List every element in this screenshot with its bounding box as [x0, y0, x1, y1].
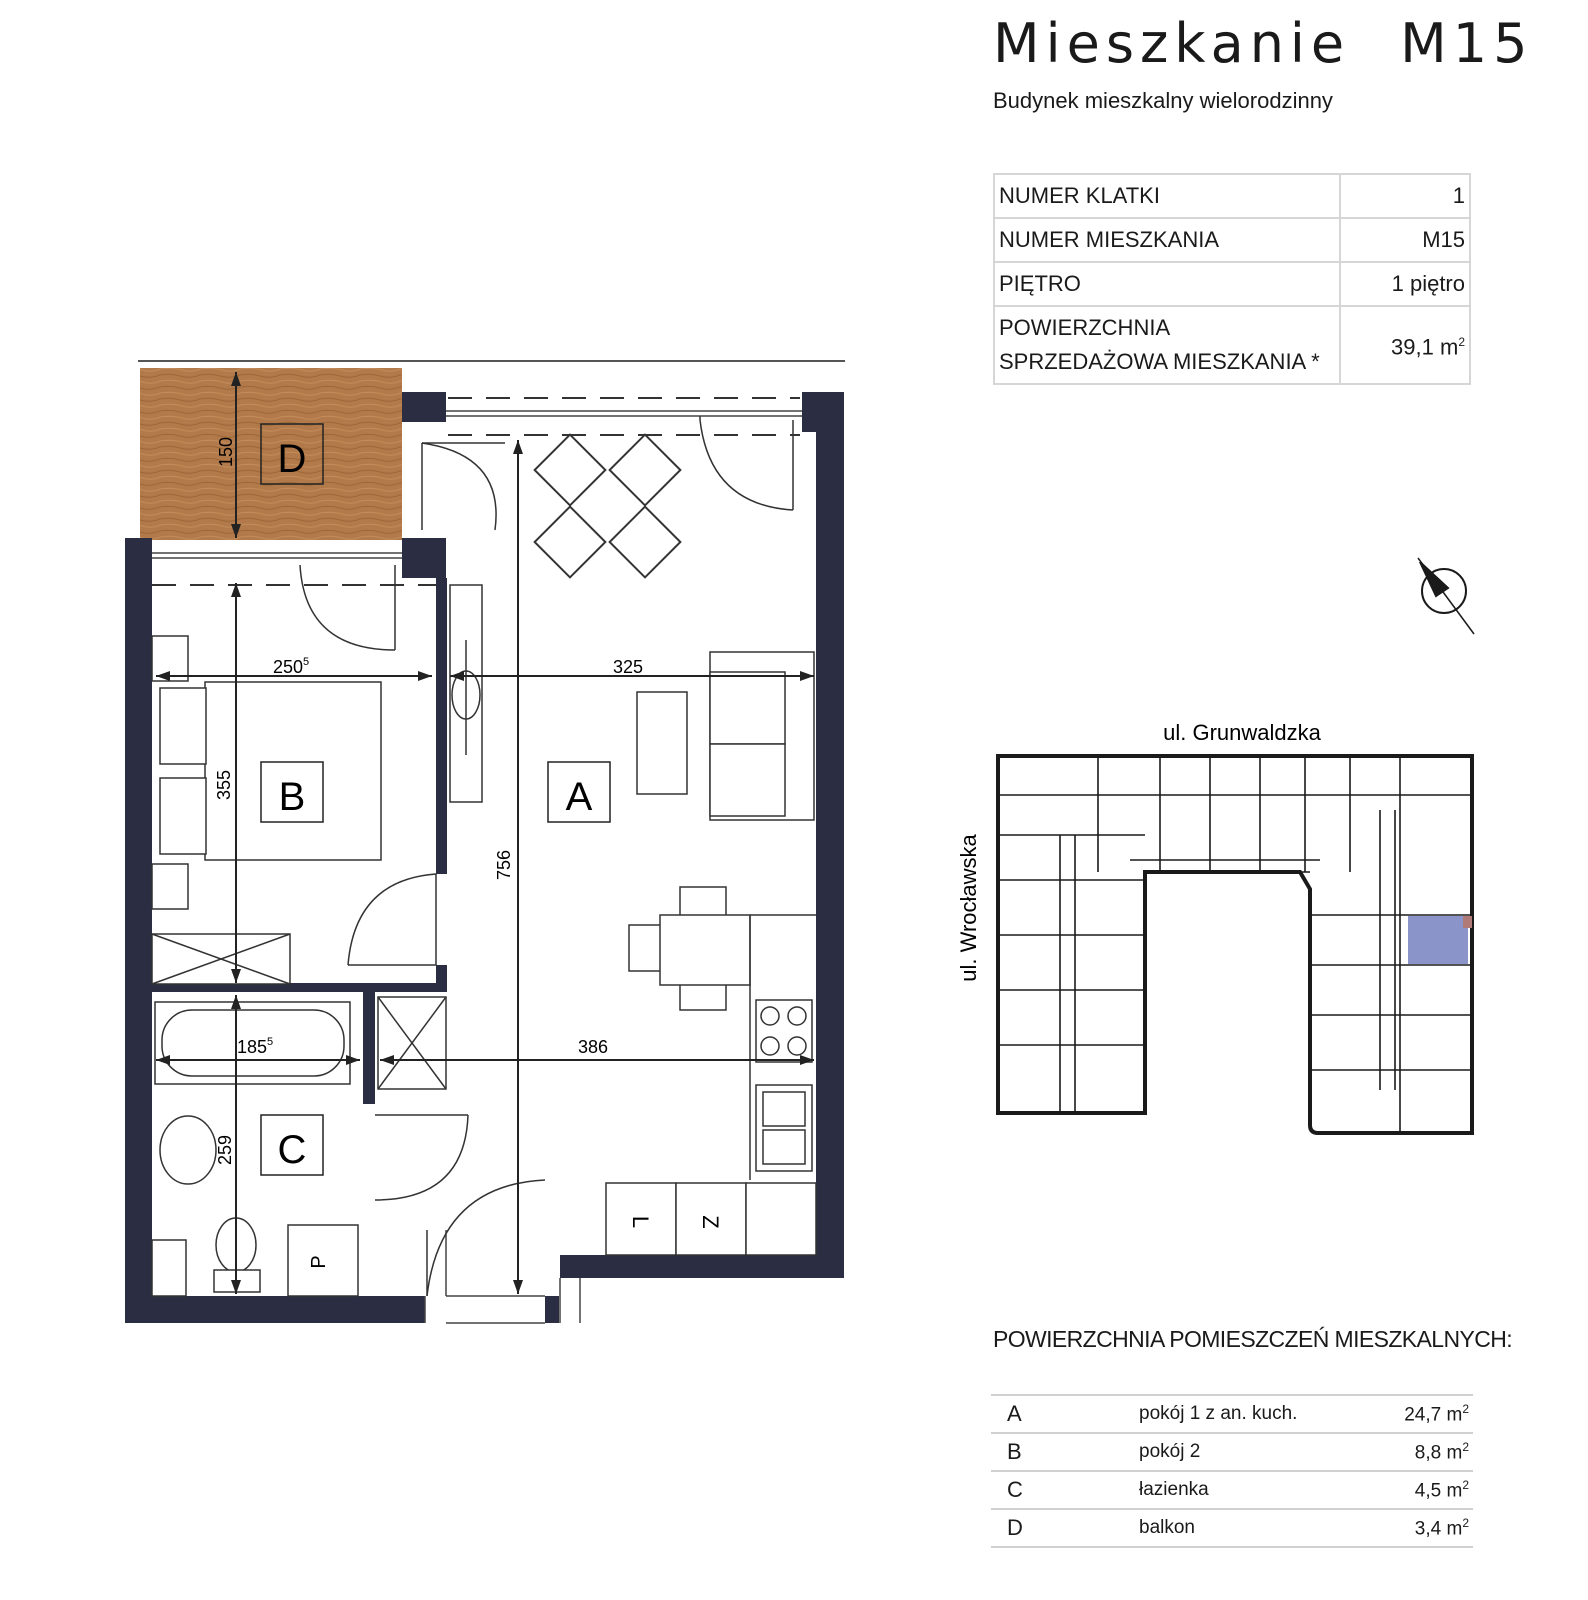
room-label-d: D	[277, 437, 307, 481]
fixture-z-label: Z	[698, 1215, 723, 1229]
room-area	[1371, 1395, 1473, 1433]
dim-d-height: 150	[216, 436, 236, 468]
room-area	[1371, 1471, 1473, 1509]
wardrobe	[450, 585, 482, 802]
room-key: D	[991, 1509, 1138, 1547]
info-label: NUMER MIESZKANIA	[994, 218, 1340, 262]
street-top-label: ul. Grunwaldzka	[1163, 720, 1321, 745]
dim-b-width-main: 250	[273, 657, 304, 677]
dim-a-width: 325	[612, 657, 644, 677]
dining-table	[629, 887, 750, 1010]
area-unit-sup: 2	[1458, 335, 1465, 350]
room-name: łazienka	[1138, 1471, 1371, 1509]
room-area-value: 8,8 m	[1414, 1442, 1463, 1464]
table-row	[991, 1395, 1473, 1433]
table-row	[991, 1433, 1473, 1471]
rooms-area-table	[991, 1394, 1473, 1548]
fixture-l-label: L	[628, 1215, 653, 1229]
table-row	[991, 1509, 1473, 1547]
info-value: M15	[1340, 218, 1470, 262]
rooms-area-heading: POWIERZCHNIA POMIESZCZEŃ MIESZKALNYCH:	[993, 1326, 1513, 1352]
room-name: pokój 1 z an. kuch.	[1138, 1395, 1371, 1433]
bed	[152, 636, 381, 984]
room-name: pokój 2	[1138, 1433, 1371, 1471]
room-key: C	[991, 1471, 1138, 1509]
site-plan	[998, 756, 1472, 1133]
dim-c-height: 259	[215, 1134, 235, 1166]
room-key: A	[991, 1395, 1138, 1433]
area-label-line1: POWIERZCHNIA	[999, 315, 1171, 340]
dim-b-height: 355	[214, 769, 234, 801]
room-area-sup: 2	[1462, 1439, 1469, 1454]
balcony-d	[138, 361, 845, 540]
table-row	[991, 1471, 1473, 1509]
area-label-line2: SPRZEDAŻOWA MIESZKANIA *	[999, 349, 1320, 374]
dim-a-height: 756	[494, 849, 514, 881]
compass-icon	[1418, 558, 1474, 634]
info-label: NUMER KLATKI	[994, 174, 1340, 218]
apartment-highlight	[1408, 916, 1468, 964]
page-subtitle: Budynek mieszkalny wielorodzinny	[993, 88, 1333, 113]
info-label: PIĘTRO	[994, 262, 1340, 306]
room-area-sup: 2	[1462, 1477, 1469, 1492]
info-value: 1	[1340, 174, 1470, 218]
dim-a-width-lower: 386	[577, 1037, 609, 1057]
sofa	[637, 652, 814, 820]
room-area-value: 3,4 m	[1414, 1518, 1463, 1540]
title-code: M15	[1400, 12, 1534, 75]
info-value: 1 piętro	[1340, 262, 1470, 306]
dim-c-width-main: 185	[237, 1037, 268, 1057]
room-label-a: A	[565, 775, 593, 819]
dining-chairs	[535, 435, 681, 578]
room-label-b: B	[278, 775, 306, 819]
room-area	[1371, 1509, 1473, 1547]
room-area-sup: 2	[1462, 1515, 1469, 1530]
room-area-value: 4,5 m	[1414, 1480, 1463, 1502]
street-left-label: ul. Wrocławska	[956, 834, 981, 982]
area-value: 39,1 m	[1391, 334, 1459, 360]
room-area-value: 24,7 m	[1404, 1404, 1463, 1426]
fixture-p-label: P	[308, 1255, 330, 1269]
room-name: balkon	[1138, 1509, 1371, 1547]
room-area-sup: 2	[1462, 1401, 1469, 1416]
dim-c-width-sup: 5	[267, 1036, 274, 1048]
title-word: Mieszkanie	[993, 12, 1351, 75]
dim-b-width	[273, 656, 309, 677]
room-key: B	[991, 1433, 1138, 1471]
dim-b-width-sup: 5	[303, 656, 310, 668]
room-label-c: C	[277, 1128, 307, 1172]
room-area	[1371, 1433, 1473, 1471]
